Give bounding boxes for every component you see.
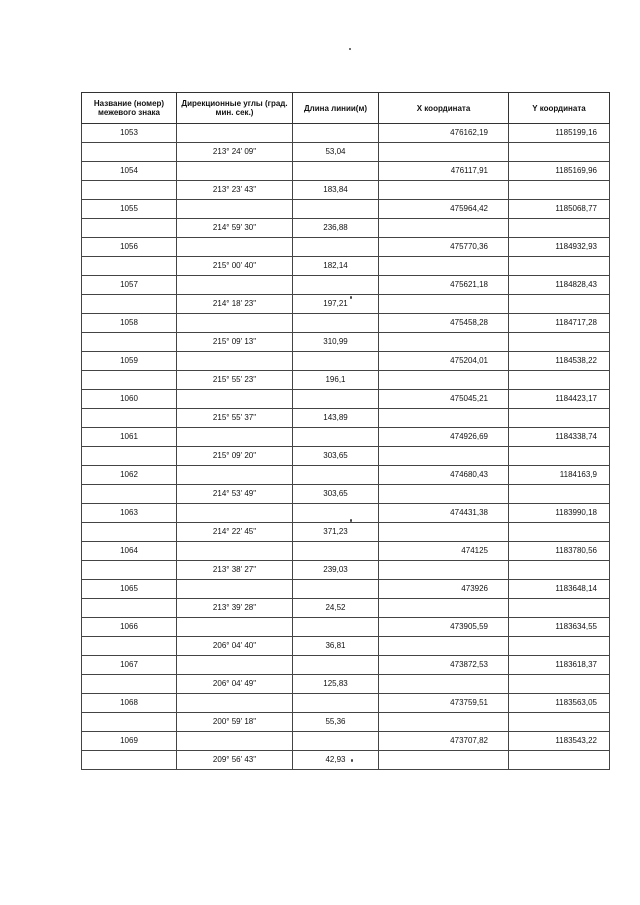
point-y-coordinate: 1183563,05 xyxy=(509,694,610,713)
empty-cell xyxy=(293,200,379,219)
segment-row xyxy=(82,333,610,352)
point-x-coordinate: 473872,53 xyxy=(379,656,509,675)
empty-cell xyxy=(509,599,610,618)
point-row xyxy=(82,428,610,447)
segment-direction-angle: 213° 24' 09" xyxy=(177,143,293,162)
segment-row xyxy=(82,561,610,580)
segment-direction-angle: 200° 59' 18" xyxy=(177,713,293,732)
segment-row xyxy=(82,219,610,238)
point-row xyxy=(82,542,610,561)
empty-cell xyxy=(293,542,379,561)
point-name: 1058 xyxy=(82,314,177,333)
point-name: 1069 xyxy=(82,732,177,751)
point-row xyxy=(82,694,610,713)
point-row xyxy=(82,390,610,409)
point-y-coordinate: 1184932,93 xyxy=(509,238,610,257)
empty-cell xyxy=(82,371,177,390)
segment-row xyxy=(82,447,610,466)
point-row xyxy=(82,504,610,523)
segment-row xyxy=(82,675,610,694)
point-x-coordinate: 475770,36 xyxy=(379,238,509,257)
segment-direction-angle: 215° 09' 13" xyxy=(177,333,293,352)
empty-cell xyxy=(177,618,293,637)
point-name: 1067 xyxy=(82,656,177,675)
empty-cell xyxy=(509,219,610,238)
empty-cell xyxy=(293,504,379,523)
segment-line-length: 55,36 xyxy=(293,713,379,732)
segment-row xyxy=(82,143,610,162)
empty-cell xyxy=(177,504,293,523)
empty-cell xyxy=(293,694,379,713)
empty-cell xyxy=(82,561,177,580)
point-y-coordinate: 1183780,56 xyxy=(509,542,610,561)
empty-cell xyxy=(379,409,509,428)
empty-cell xyxy=(509,523,610,542)
segment-line-length: 183,84 xyxy=(293,181,379,200)
segment-direction-angle: 206° 04' 40" xyxy=(177,637,293,656)
point-row xyxy=(82,276,610,295)
empty-cell xyxy=(293,276,379,295)
empty-cell xyxy=(82,523,177,542)
point-row xyxy=(82,162,610,181)
segment-direction-angle: 214° 22' 45" xyxy=(177,523,293,542)
empty-cell xyxy=(177,580,293,599)
empty-cell xyxy=(177,200,293,219)
segment-row xyxy=(82,751,610,770)
empty-cell xyxy=(177,390,293,409)
segment-row xyxy=(82,713,610,732)
point-x-coordinate: 475045,21 xyxy=(379,390,509,409)
segment-row xyxy=(82,409,610,428)
point-x-coordinate: 475204,01 xyxy=(379,352,509,371)
segment-direction-angle: 213° 23' 43" xyxy=(177,181,293,200)
empty-cell xyxy=(509,143,610,162)
empty-cell xyxy=(82,485,177,504)
segment-row xyxy=(82,295,610,314)
empty-cell xyxy=(82,295,177,314)
empty-cell xyxy=(177,124,293,143)
point-y-coordinate: 1185068,77 xyxy=(509,200,610,219)
segment-row xyxy=(82,181,610,200)
header-x-coordinate: X координата xyxy=(379,93,509,124)
empty-cell xyxy=(293,352,379,371)
point-y-coordinate: 1184538,22 xyxy=(509,352,610,371)
empty-cell xyxy=(293,428,379,447)
segment-line-length: 303,65 xyxy=(293,447,379,466)
point-row xyxy=(82,314,610,333)
point-row xyxy=(82,466,610,485)
empty-cell xyxy=(509,561,610,580)
segment-line-length: 125,83 xyxy=(293,675,379,694)
segment-direction-angle: 215° 55' 23" xyxy=(177,371,293,390)
point-y-coordinate: 1183543,22 xyxy=(509,732,610,751)
empty-cell xyxy=(82,713,177,732)
point-name: 1053 xyxy=(82,124,177,143)
point-row xyxy=(82,352,610,371)
point-x-coordinate: 475964,42 xyxy=(379,200,509,219)
segment-direction-angle: 214° 59' 30" xyxy=(177,219,293,238)
empty-cell xyxy=(293,656,379,675)
point-row xyxy=(82,238,610,257)
segment-direction-angle: 206° 04' 49" xyxy=(177,675,293,694)
point-x-coordinate: 475621,18 xyxy=(379,276,509,295)
point-y-coordinate: 1183648,14 xyxy=(509,580,610,599)
point-y-coordinate: 1184828,43 xyxy=(509,276,610,295)
empty-cell xyxy=(509,409,610,428)
point-name: 1054 xyxy=(82,162,177,181)
segment-direction-angle: 215° 09' 20" xyxy=(177,447,293,466)
segment-row xyxy=(82,485,610,504)
point-name: 1057 xyxy=(82,276,177,295)
empty-cell xyxy=(177,542,293,561)
empty-cell xyxy=(293,580,379,599)
point-name: 1066 xyxy=(82,618,177,637)
empty-cell xyxy=(177,352,293,371)
table-body xyxy=(82,124,610,770)
empty-cell xyxy=(82,143,177,162)
point-row xyxy=(82,124,610,143)
header-line-length: Длина линии(м) xyxy=(293,93,379,124)
empty-cell xyxy=(293,466,379,485)
empty-cell xyxy=(177,162,293,181)
empty-cell xyxy=(82,257,177,276)
empty-cell xyxy=(379,637,509,656)
segment-direction-angle: 209° 56' 43" xyxy=(177,751,293,770)
point-y-coordinate: 1185169,96 xyxy=(509,162,610,181)
empty-cell xyxy=(177,238,293,257)
point-name: 1059 xyxy=(82,352,177,371)
empty-cell xyxy=(509,333,610,352)
empty-cell xyxy=(177,314,293,333)
segment-line-length: 197,21 xyxy=(293,295,379,314)
point-name: 1062 xyxy=(82,466,177,485)
empty-cell xyxy=(82,409,177,428)
empty-cell xyxy=(177,466,293,485)
empty-cell xyxy=(509,675,610,694)
segment-line-length: 239,03 xyxy=(293,561,379,580)
empty-cell xyxy=(82,599,177,618)
scan-speck xyxy=(349,48,351,50)
segment-row xyxy=(82,523,610,542)
segment-line-length: 53,04 xyxy=(293,143,379,162)
point-row xyxy=(82,732,610,751)
empty-cell xyxy=(293,732,379,751)
empty-cell xyxy=(509,257,610,276)
segment-direction-angle: 213° 38' 27" xyxy=(177,561,293,580)
segment-row xyxy=(82,599,610,618)
point-name: 1060 xyxy=(82,390,177,409)
point-x-coordinate: 474125 xyxy=(379,542,509,561)
empty-cell xyxy=(177,276,293,295)
segment-line-length: 182,14 xyxy=(293,257,379,276)
segment-line-length: 371,23 xyxy=(293,523,379,542)
segment-direction-angle: 215° 55' 37" xyxy=(177,409,293,428)
point-name: 1056 xyxy=(82,238,177,257)
point-row xyxy=(82,580,610,599)
boundary-coordinates-table xyxy=(81,92,610,770)
empty-cell xyxy=(509,447,610,466)
segment-line-length: 36,81 xyxy=(293,637,379,656)
empty-cell xyxy=(509,713,610,732)
empty-cell xyxy=(82,447,177,466)
point-y-coordinate: 1184338,74 xyxy=(509,428,610,447)
point-y-coordinate: 1184163,9 xyxy=(509,466,610,485)
point-x-coordinate: 474926,69 xyxy=(379,428,509,447)
empty-cell xyxy=(379,751,509,770)
empty-cell xyxy=(293,314,379,333)
segment-line-length: 236,88 xyxy=(293,219,379,238)
empty-cell xyxy=(293,124,379,143)
empty-cell xyxy=(379,523,509,542)
point-row xyxy=(82,200,610,219)
empty-cell xyxy=(82,333,177,352)
empty-cell xyxy=(379,713,509,732)
segment-row xyxy=(82,257,610,276)
point-name: 1064 xyxy=(82,542,177,561)
empty-cell xyxy=(177,656,293,675)
segment-line-length: 196,1 xyxy=(293,371,379,390)
empty-cell xyxy=(379,295,509,314)
empty-cell xyxy=(177,694,293,713)
segment-direction-angle: 215° 00' 40" xyxy=(177,257,293,276)
point-name: 1068 xyxy=(82,694,177,713)
point-row xyxy=(82,618,610,637)
point-row xyxy=(82,656,610,675)
segment-direction-angle: 214° 53' 49" xyxy=(177,485,293,504)
empty-cell xyxy=(379,143,509,162)
empty-cell xyxy=(82,219,177,238)
segment-row xyxy=(82,371,610,390)
table-header-row xyxy=(82,93,610,124)
segment-line-length: 42,93 xyxy=(293,751,379,770)
point-y-coordinate: 1185199,16 xyxy=(509,124,610,143)
point-y-coordinate: 1183634,55 xyxy=(509,618,610,637)
empty-cell xyxy=(509,485,610,504)
point-name: 1055 xyxy=(82,200,177,219)
empty-cell xyxy=(293,618,379,637)
point-name: 1065 xyxy=(82,580,177,599)
empty-cell xyxy=(379,561,509,580)
point-x-coordinate: 475458,28 xyxy=(379,314,509,333)
empty-cell xyxy=(293,390,379,409)
empty-cell xyxy=(379,371,509,390)
point-x-coordinate: 473905,59 xyxy=(379,618,509,637)
point-x-coordinate: 474431,38 xyxy=(379,504,509,523)
empty-cell xyxy=(509,371,610,390)
point-y-coordinate: 1183618,37 xyxy=(509,656,610,675)
segment-line-length: 143,89 xyxy=(293,409,379,428)
point-x-coordinate: 476162,19 xyxy=(379,124,509,143)
header-direction-angles: Дирекционные углы (град. мин. сек.) xyxy=(177,93,293,124)
header-point-name: Название (номер) межевого знака xyxy=(82,93,177,124)
empty-cell xyxy=(379,447,509,466)
point-x-coordinate: 473707,82 xyxy=(379,732,509,751)
point-x-coordinate: 473926 xyxy=(379,580,509,599)
empty-cell xyxy=(379,257,509,276)
point-x-coordinate: 476117,91 xyxy=(379,162,509,181)
empty-cell xyxy=(177,732,293,751)
empty-cell xyxy=(379,333,509,352)
empty-cell xyxy=(82,751,177,770)
empty-cell xyxy=(379,219,509,238)
empty-cell xyxy=(177,428,293,447)
point-x-coordinate: 474680,43 xyxy=(379,466,509,485)
empty-cell xyxy=(379,675,509,694)
empty-cell xyxy=(82,637,177,656)
empty-cell xyxy=(509,751,610,770)
point-name: 1061 xyxy=(82,428,177,447)
segment-line-length: 310,99 xyxy=(293,333,379,352)
segment-direction-angle: 214° 18' 23" xyxy=(177,295,293,314)
header-y-coordinate: Y координата xyxy=(509,93,610,124)
empty-cell xyxy=(379,599,509,618)
empty-cell xyxy=(82,181,177,200)
empty-cell xyxy=(509,637,610,656)
point-x-coordinate: 473759,51 xyxy=(379,694,509,713)
point-y-coordinate: 1184717,28 xyxy=(509,314,610,333)
point-y-coordinate: 1183990,18 xyxy=(509,504,610,523)
empty-cell xyxy=(379,181,509,200)
point-name: 1063 xyxy=(82,504,177,523)
segment-line-length: 24,52 xyxy=(293,599,379,618)
segment-direction-angle: 213° 39' 28" xyxy=(177,599,293,618)
point-y-coordinate: 1184423,17 xyxy=(509,390,610,409)
segment-line-length: 303,65 xyxy=(293,485,379,504)
empty-cell xyxy=(82,675,177,694)
empty-cell xyxy=(293,238,379,257)
segment-row xyxy=(82,637,610,656)
empty-cell xyxy=(509,181,610,200)
empty-cell xyxy=(509,295,610,314)
empty-cell xyxy=(379,485,509,504)
empty-cell xyxy=(293,162,379,181)
